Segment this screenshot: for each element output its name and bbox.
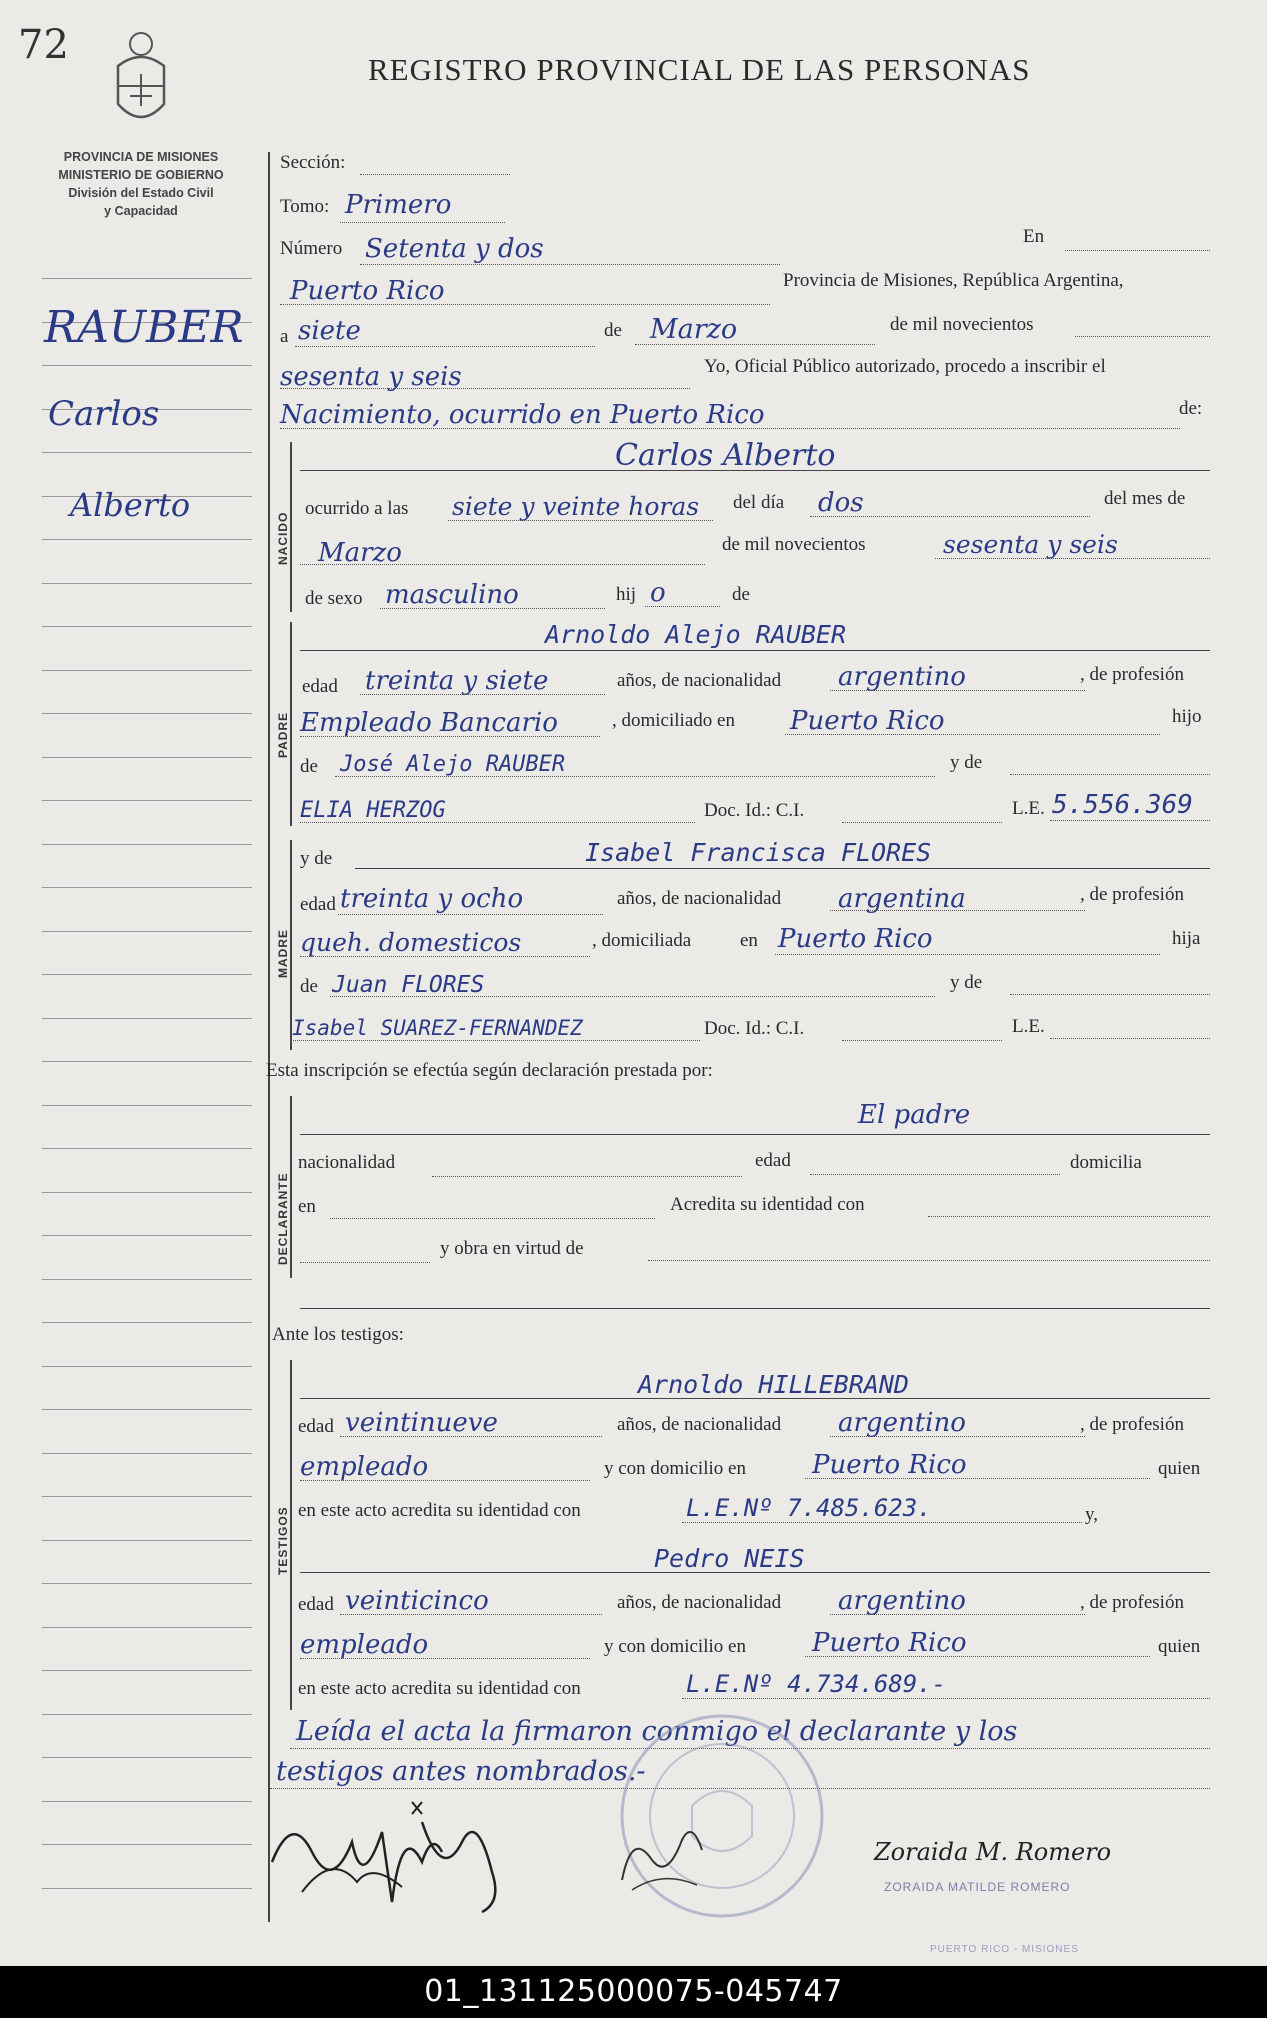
field-line [830,690,1085,691]
section-bracket [290,442,292,612]
field-line [335,776,935,777]
margin-rule-line [42,670,252,671]
value-padre-edad: treinta y siete [365,666,549,696]
field-line [290,1040,700,1041]
field-line [340,1436,602,1437]
official-signature: Zoraida M. Romero [874,1838,1112,1866]
label-doc-madre: Doc. Id.: C.I. [704,1018,805,1039]
value-t1-nacionalidad: argentino [838,1408,966,1438]
value-abuelo-paterno: José Alejo RAUBER [340,752,566,777]
margin-rule-line [42,931,252,932]
field-line [300,1658,590,1659]
label-en: En [1023,226,1045,247]
field-line [1010,774,1210,775]
value-testigo-1: Arnoldo HILLEBRAND [638,1370,909,1399]
field-line [775,954,1160,955]
value-t1-edad: veintinueve [345,1408,498,1438]
label-domiciliado: , domiciliado en [612,710,735,731]
label-edad-madre: edad [300,894,336,915]
label-edad-t1: edad [298,1416,334,1437]
value-declarante: El padre [858,1100,971,1130]
field-line [300,822,695,823]
margin-rule-line [42,1061,252,1062]
value-madre-profesion: queh. domesticos [300,928,522,957]
value-t2-profesion: empleado [300,1630,429,1660]
value-t1-profesion: empleado [300,1452,429,1482]
page-title: REGISTRO PROVINCIAL DE LAS PERSONAS [368,52,1031,87]
stamp-place: PUERTO RICO - MISIONES [930,1944,1079,1955]
field-line [635,344,875,345]
label-profesion-padre: , de profesión [1080,664,1184,685]
label-y-de-padre: y de [950,752,983,773]
label-testigos: Ante los testigos: [272,1324,404,1345]
field-line [360,694,605,695]
margin-rule-line [42,1366,252,1367]
margin-rule-line [42,1279,252,1280]
margin-rule-line [42,800,252,801]
margin-rule-line [42,539,252,540]
margin-rule-line [42,452,252,453]
official-stamp-name: ZORAIDA MATILDE ROMERO [884,1880,1071,1894]
margin-rule-line [42,365,252,366]
margin-rule-line [42,278,252,279]
field-line [360,174,510,175]
witness-signatures [262,1792,522,1922]
value-dia-nacimiento: dos [818,488,864,518]
field-line [842,1040,1002,1041]
value-t1-documento: L.E.Nº 7.485.623. [686,1494,932,1522]
label-le-madre: L.E. [1012,1016,1045,1037]
field-line [810,1174,1060,1175]
declarant-signature [612,1810,712,1900]
label-de-mil-2: de mil novecientos [722,534,866,555]
value-t2-edad: veinticinco [345,1586,489,1616]
section-bracket [290,1096,292,1278]
value-hij-suffix: o [650,578,666,608]
field-line [1050,1038,1210,1039]
label-doc-padre: Doc. Id.: C.I. [704,800,805,821]
field-line [330,1218,655,1219]
margin-rule-line [42,583,252,584]
field-line [380,608,605,609]
value-nacimiento: Nacimiento, ocurrido en Puerto Rico [280,400,765,430]
closing-line-2: testigos antes nombrados.- [276,1756,646,1787]
value-t2-nacionalidad: argentino [838,1586,966,1616]
field-line [448,520,713,521]
margin-rule-line [42,1888,252,1889]
label-de: de [604,320,622,341]
side-label-testigos: TESTIGOS [276,1506,290,1575]
value-anio-nacimiento: sesenta y seis [943,530,1118,559]
field-line [300,1572,1210,1573]
label-quien-t1: quien [1158,1458,1201,1479]
margin-rule-line [42,1844,252,1845]
margin-rule-line [42,626,252,627]
field-line [1050,820,1210,821]
value-lugar: Puerto Rico [290,276,445,306]
margin-rule-line [42,713,252,714]
side-label-declarante: DECLARANTE [276,1172,290,1265]
value-madre: Isabel Francisca FLORES [585,838,932,867]
side-label-padre: PADRE [276,711,290,758]
margin-rule-line [42,1018,252,1019]
margin-rule-line [42,1540,252,1541]
side-label-nacido: NACIDO [276,511,290,565]
margin-rule-line [42,1714,252,1715]
field-line [300,1134,1210,1135]
label-sexo: de sexo [305,588,363,609]
field-line [360,264,780,265]
value-padre: Arnoldo Alejo RAUBER [545,620,847,649]
label-del-mes: del mes de [1104,488,1186,509]
margin-rule-line [42,1496,252,1497]
label-provincia: Provincia de Misiones, República Argentina, [783,270,1124,291]
label-declaracion: Esta inscripción se efectúa según declaración prestada por: [266,1060,713,1081]
field-line [842,822,1002,823]
label-tomo: Tomo: [280,196,330,217]
margin-rule-line [42,757,252,758]
field-line [300,650,1210,651]
label-y-de-madre: y de [300,848,333,869]
label-acto-t1: en este acto acredita su identidad con [298,1500,581,1521]
value-mes-inscripcion: Marzo [650,314,738,345]
label-virtud: y obra en virtud de [440,1238,584,1259]
value-sexo: masculino [385,580,519,610]
label-numero: Número [280,238,343,259]
coat-of-arms-icon [108,26,174,136]
margin-rule-line [42,1757,252,1758]
field-line [810,516,1090,517]
margin-rule-line [42,1627,252,1628]
label-y-comma: y, [1085,1504,1099,1525]
margin-rule-line [42,1192,252,1193]
label-domicilia: domicilia [1070,1152,1142,1173]
margin-rule-line [42,1322,252,1323]
label-seccion: Sección: [280,152,346,173]
field-line [295,346,595,347]
field-line [300,956,590,957]
label-de-padre: de [300,756,318,777]
label-anios-padre: años, de nacionalidad [617,670,782,691]
value-numero: Setenta y dos [365,234,544,264]
label-hijo: hijo [1172,706,1202,727]
field-line [645,606,720,607]
label-ocurrido: ocurrido a las [305,498,409,519]
field-line [648,1260,1210,1261]
value-padre-domicilio: Puerto Rico [790,706,945,736]
field-line [340,1614,602,1615]
label-domiciliada: , domiciliada [592,930,692,951]
field-line [785,734,1160,735]
field-line [1010,994,1210,995]
margin-rule-line [42,1583,252,1584]
label-anios-t2: años, de nacionalidad [617,1592,782,1613]
label-profesion-madre: , de profesión [1080,884,1184,905]
label-yo: Yo, Oficial Público autorizado, procedo a inscribir el [704,356,1106,377]
margin-rule-line [42,887,252,888]
label-profesion-t2: , de profesión [1080,1592,1184,1613]
value-madre-domicilio: Puerto Rico [778,924,933,954]
closing-line-1: Leída el acta la firmaron conmigo el declarante y los [296,1716,1018,1747]
field-line [935,558,1210,559]
value-abuela-paterna: ELIA HERZOG [300,798,446,823]
label-con-domicilio-t2: y con domicilio en [604,1636,746,1657]
field-line [300,564,705,565]
label-y-de-madre-2: y de [950,972,983,993]
field-line [300,736,600,737]
value-madre-nacionalidad: argentina [838,884,966,914]
value-abuelo-materno: Juan FLORES [332,972,485,998]
label-quien-t2: quien [1158,1636,1201,1657]
label-acto-t2: en este acto acredita su identidad con [298,1678,581,1699]
field-line [280,388,690,389]
field-line [830,1436,1085,1437]
document-id-footer: 01_131125000075-045747 [0,1966,1267,2018]
field-line [805,1478,1150,1479]
margin-rule-line [42,1409,252,1410]
field-line [682,1522,1082,1523]
field-line [830,910,1085,911]
value-padre-nacionalidad: argentino [838,662,966,692]
field-line [338,914,603,915]
margin-rule-line [42,1453,252,1454]
label-a: a [280,326,289,347]
label-acredita: Acredita su identidad con [670,1194,865,1215]
margin-name-1: Carlos [48,394,160,434]
side-label-madre: MADRE [276,929,290,978]
field-line [928,1216,1210,1217]
label-de-mil: de mil novecientos [890,314,1034,335]
field-line [830,1614,1085,1615]
field-line [432,1176,742,1177]
label-edad-padre: edad [302,676,338,697]
value-nombre: Carlos Alberto [615,438,836,473]
margin-rule-line [42,1148,252,1149]
field-line [300,1480,590,1481]
field-line [300,1308,1210,1309]
label-anios-madre: años, de nacionalidad [617,888,782,909]
value-padre-profesion: Empleado Bancario [300,708,558,738]
label-nacionalidad-decl: nacionalidad [298,1152,396,1173]
label-del-dia: del día [733,492,785,513]
section-bracket [290,1360,292,1710]
field-line [682,1698,1210,1699]
issuing-authority: PROVINCIA DE MISIONES MINISTERIO DE GOBIERNO División del Estado Civil y Capacidad [58,150,224,218]
field-line [280,428,1180,429]
margin-surname: RAUBER [44,302,244,353]
field-line [330,996,935,997]
value-padre-le: 5.556.369 [1052,790,1193,820]
label-edad-t2: edad [298,1594,334,1615]
margin-rule-line [42,1801,252,1802]
field-line [805,1656,1150,1657]
field-line [300,470,1210,471]
label-le-padre: L.E. [1012,798,1045,819]
label-anios-t1: años, de nacionalidad [617,1414,782,1435]
field-line [300,1262,430,1263]
field-line [1075,336,1210,337]
margin-name-2: Alberto [70,486,191,524]
margin-rule-line [42,1105,252,1106]
field-line [280,304,770,305]
label-profesion-t1: , de profesión [1080,1414,1184,1435]
label-de-2: de [732,584,750,605]
value-testigo-2: Pedro NEIS [654,1544,805,1573]
value-anio-inscripcion: sesenta y seis [280,362,462,392]
field-line [1065,250,1210,251]
value-hora: siete y veinte horas [452,492,700,521]
value-mes-nacimiento: Marzo [318,538,402,568]
margin-rule-line [42,1235,252,1236]
field-line [340,222,505,223]
value-tomo: Primero [345,190,452,220]
value-abuela-materna: Isabel SUAREZ-FERNANDEZ [292,1016,583,1040]
value-t2-documento: L.E.Nº 4.734.689.- [686,1670,947,1698]
margin-rule-line [42,844,252,845]
label-hija: hija [1172,928,1201,949]
label-hij: hij [616,584,637,605]
field-line [355,868,1210,869]
label-edad-decl: edad [755,1150,791,1171]
label-en-madre: en [740,930,758,951]
margin-rule-line [42,1670,252,1671]
section-bracket [290,622,292,826]
margin-rule-line [42,974,252,975]
value-t1-domicilio: Puerto Rico [812,1450,967,1480]
label-en-decl: en [298,1196,316,1217]
page-number: 72 [18,22,69,68]
value-dia-inscripcion: siete [298,316,361,346]
value-t2-domicilio: Puerto Rico [812,1628,967,1658]
value-madre-edad: treinta y ocho [340,884,524,914]
field-line [300,1398,1210,1399]
label-de-madre: de [300,976,318,997]
main-border [268,152,270,1922]
label-con-domicilio-t1: y con domicilio en [604,1458,746,1479]
label-de-colon: de: [1179,398,1203,419]
